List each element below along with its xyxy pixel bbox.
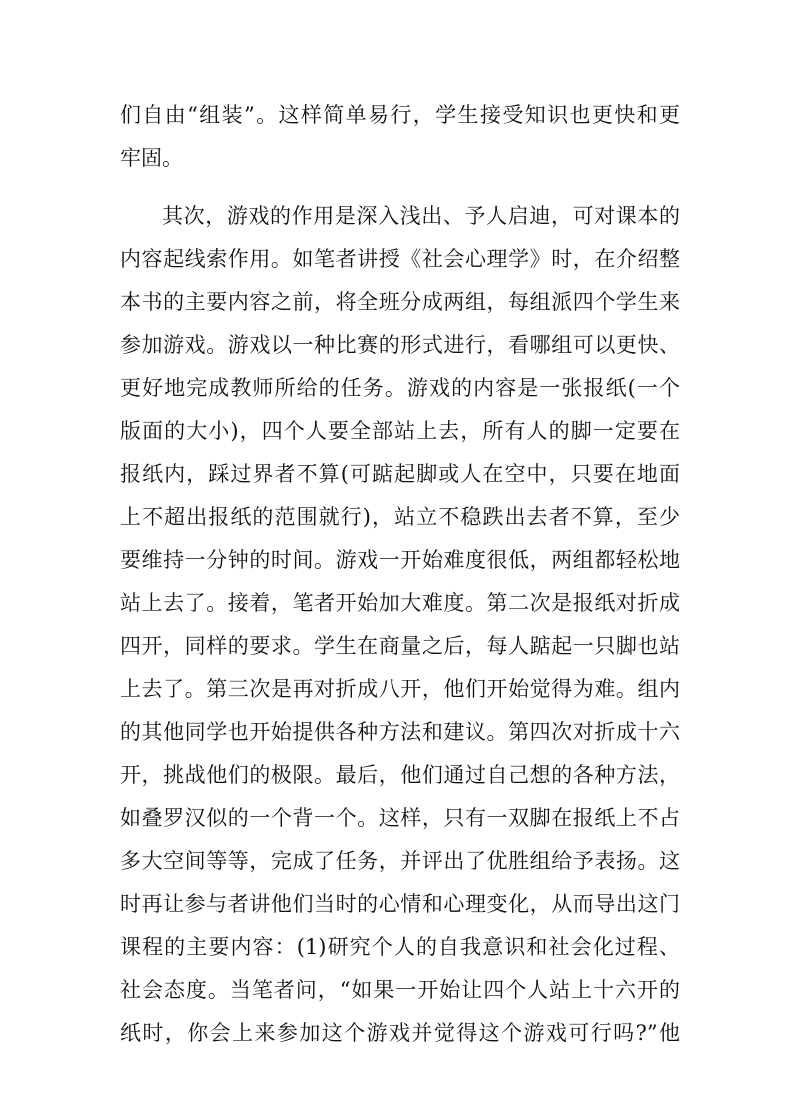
text-line: 参加游戏。游戏以一种比赛的形式进行，看哪组可以更快、	[120, 333, 680, 357]
text-line: 站上去了。接着，笔者开始加大难度。第二次是报纸对折成	[120, 591, 680, 615]
text-line: 多大空间等等，完成了任务，并评出了优胜组给予表扬。这	[120, 849, 680, 873]
text-line: 社会态度。当笔者问，“如果一开始让四个人站上十六开的	[120, 978, 680, 1002]
text-line: 课程的主要内容：(1)研究个人的自我意识和社会化过程、	[120, 935, 680, 959]
text-line: 报纸内，踩过界者不算(可踮起脚或人在空中，只要在地面	[120, 462, 680, 486]
text-line: 版面的大小)，四个人要全部站上去，所有人的脚一定要在	[120, 419, 680, 443]
text-line: 上去了。第三次是再对折成八开，他们开始觉得为难。组内	[120, 677, 680, 701]
text-line: 要维持一分钟的时间。游戏一开始难度很低，两组都轻松地	[120, 548, 680, 572]
text-line: 本书的主要内容之前，将全班分成两组，每组派四个学生来	[120, 290, 680, 314]
text-line: 时再让参与者讲他们当时的心情和心理变化，从而导出这门	[120, 892, 680, 916]
text-line: 其次，游戏的作用是深入浅出、予人启迪，可对课本的	[162, 204, 680, 228]
text-line: 的其他同学也开始提供各种方法和建议。第四次对折成十六	[120, 720, 680, 744]
text-line: 四开，同样的要求。学生在商量之后，每人踮起一只脚也站	[120, 634, 680, 658]
text-line: 如叠罗汉似的一个背一个。这样，只有一双脚在报纸上不占	[120, 806, 680, 830]
text-line: 牢固。	[120, 146, 183, 170]
text-line: 纸时，你会上来参加这个游戏并觉得这个游戏可行吗?”他	[120, 1021, 680, 1045]
text-line: 开，挑战他们的极限。最后，他们通过自己想的各种方法，	[120, 763, 680, 787]
text-line: 内容起线索作用。如笔者讲授《社会心理学》时，在介绍整	[120, 247, 680, 271]
text-line: 更好地完成教师所给的任务。游戏的内容是一张报纸(一个	[120, 376, 680, 400]
text-line: 们自由“组装”。这样简单易行，学生接受知识也更快和更	[120, 103, 680, 127]
text-line: 上不超出报纸的范围就行)，站立不稳跌出去者不算，至少	[120, 505, 680, 529]
